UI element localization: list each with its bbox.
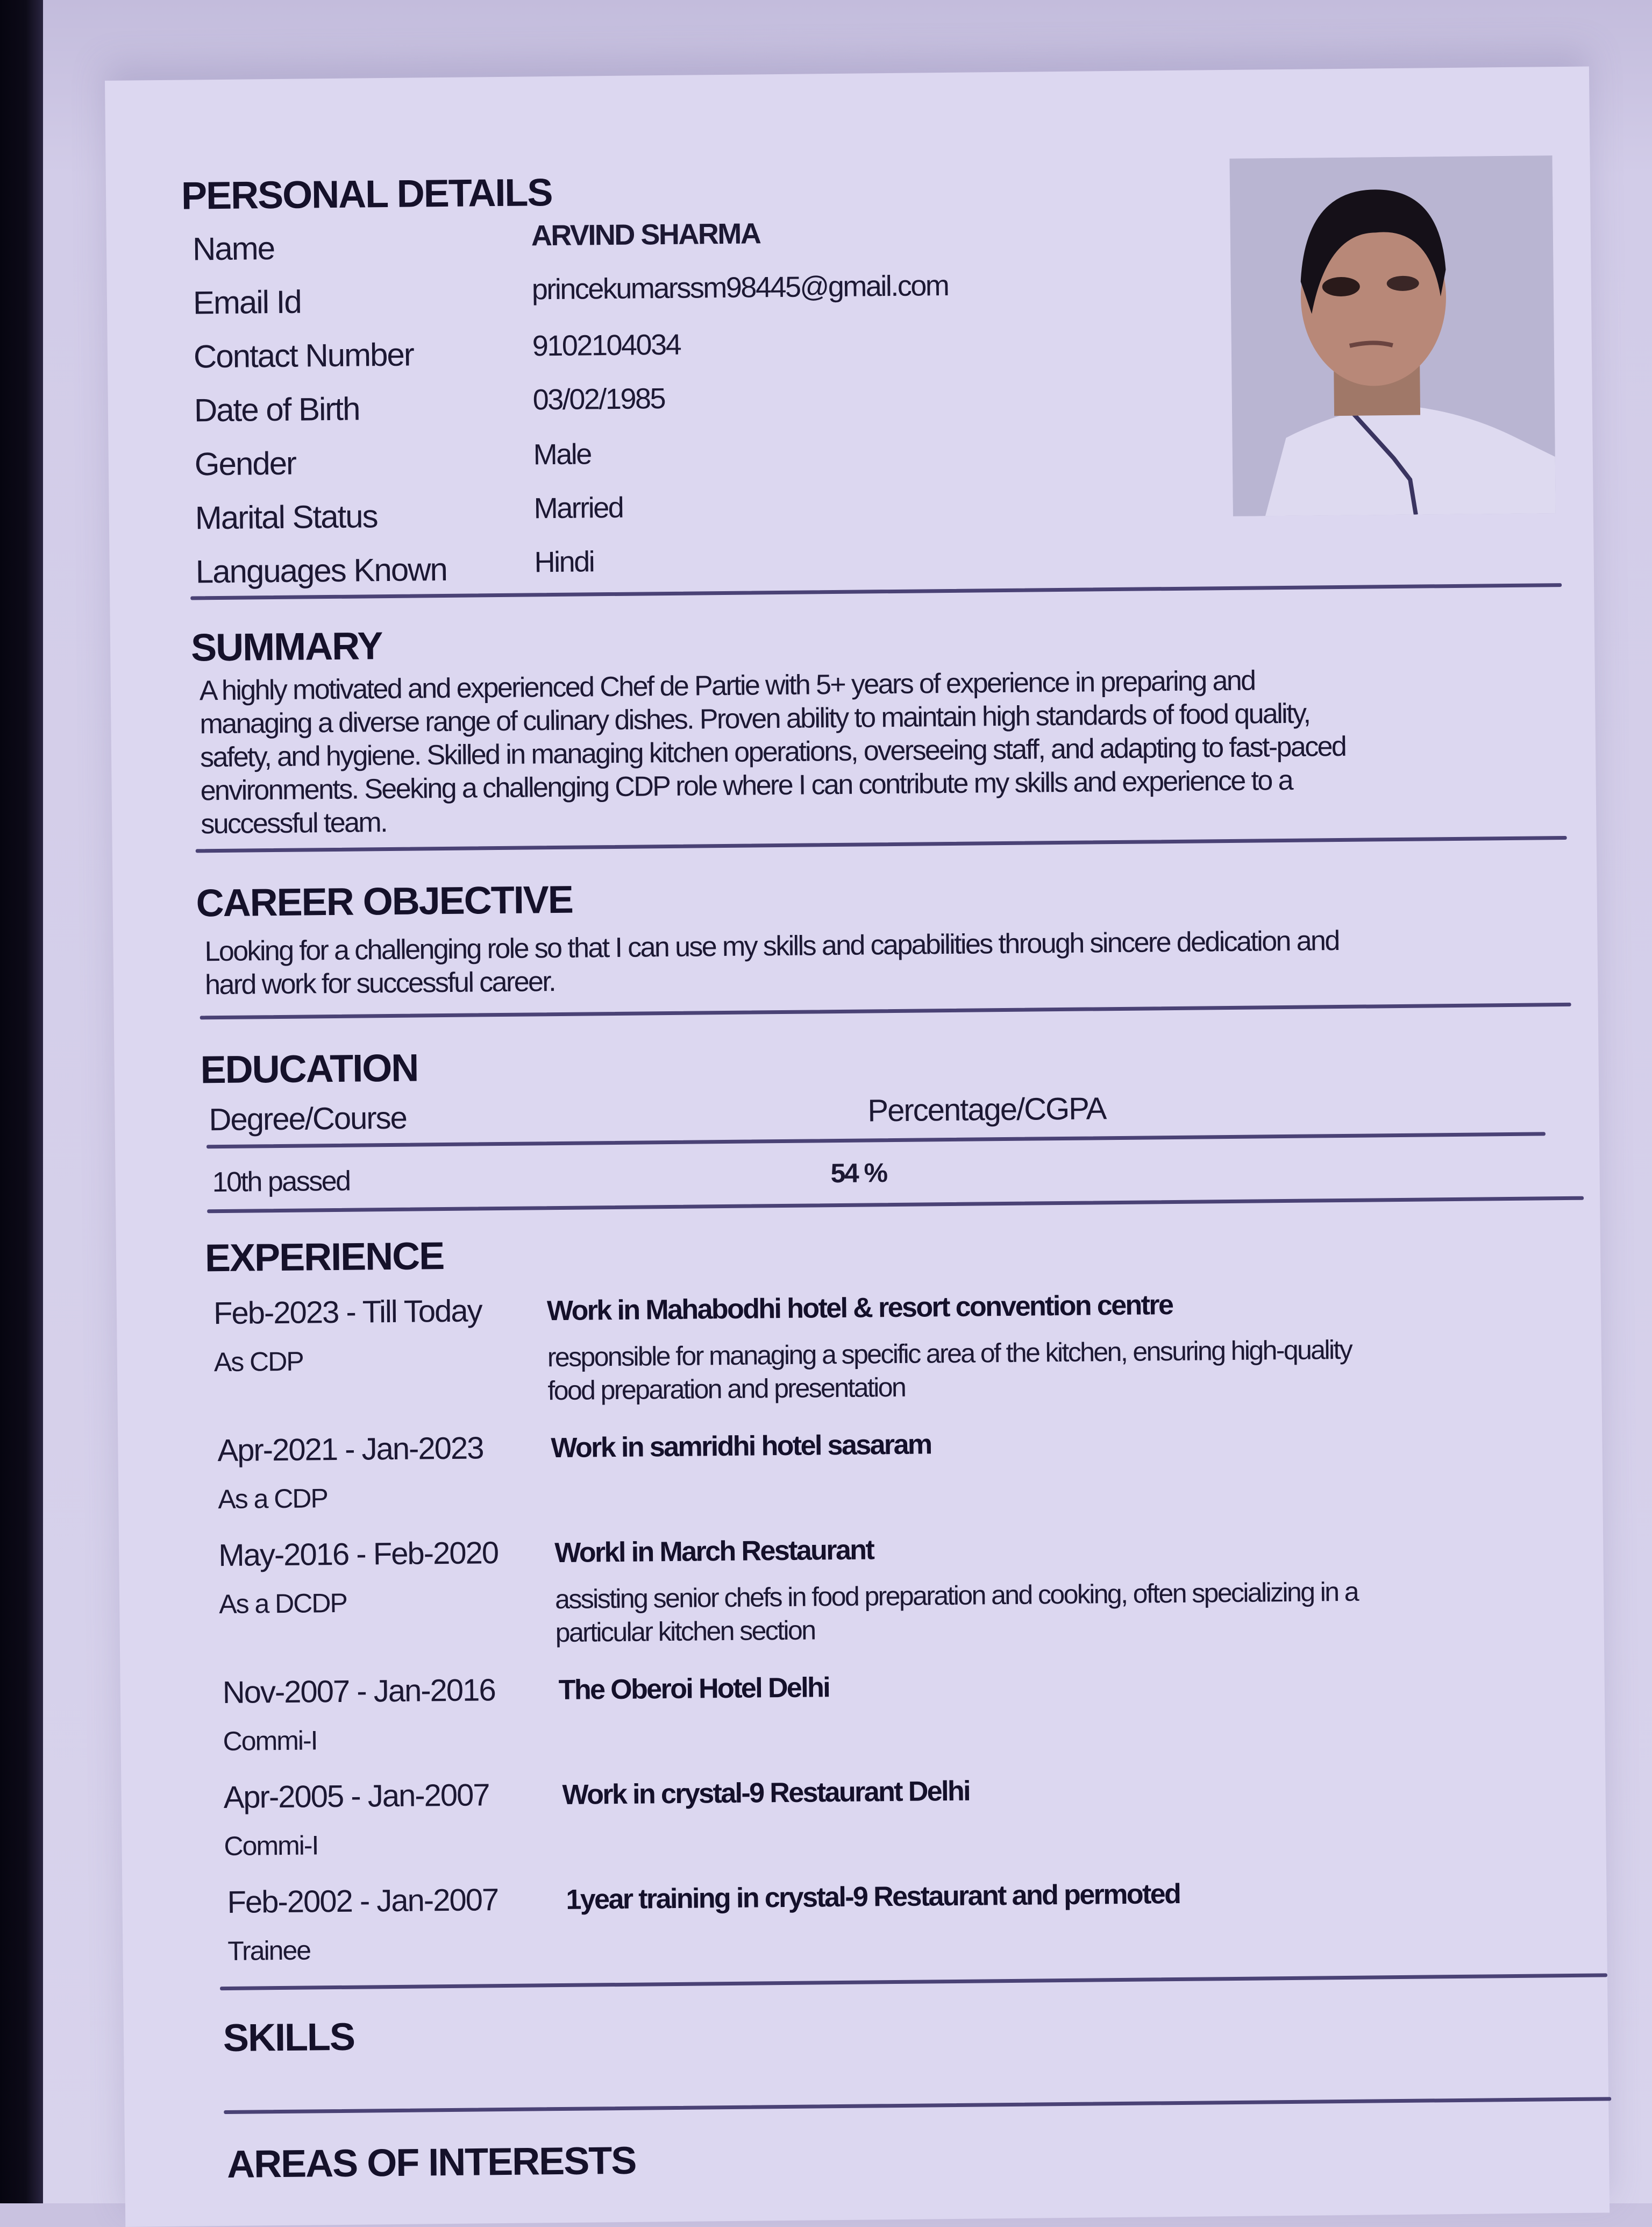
- education-row-degree: 10th passed: [212, 1165, 350, 1198]
- divider: [224, 2097, 1611, 2114]
- chef-portrait-icon: [1229, 155, 1555, 516]
- experience-heading: EXPERIENCE: [204, 1235, 444, 1280]
- skills-heading: SKILLS: [223, 2015, 355, 2060]
- field-label-dob: Date of Birth: [194, 391, 360, 429]
- experience-role: Commi-I: [224, 1830, 318, 1862]
- experience-title: Work in samridhi hotel sasaram: [551, 1429, 931, 1464]
- experience-role: As a CDP: [218, 1483, 328, 1515]
- experience-dates: Apr-2005 - Jan-2007: [223, 1777, 489, 1815]
- experience-dates: Nov-2007 - Jan-2016: [222, 1672, 495, 1711]
- field-label-marital: Marital Status: [195, 498, 378, 536]
- summary-line: safety, and hygiene. Skilled in managing kitchen operations, overseeing staff, and adapting to fast-paced: [200, 730, 1346, 774]
- experience-desc-line: food preparation and presentation: [547, 1372, 906, 1406]
- experience-title: Workl in March Restaurant: [554, 1534, 874, 1569]
- education-row-percentage: 54 %: [830, 1158, 887, 1189]
- education-header-divider: [206, 1132, 1546, 1148]
- summary-heading: SUMMARY: [190, 625, 382, 670]
- field-label-name: Name: [192, 230, 275, 267]
- education-col-degree: Degree/Course: [209, 1100, 407, 1138]
- experience-desc: [547, 1333, 1352, 1407]
- field-label-gender: Gender: [194, 445, 296, 483]
- experience-title: Work in Mahabodhi hotel & resort convention centre: [546, 1289, 1173, 1327]
- field-label-email: Email Id: [193, 283, 302, 321]
- areas-of-interest-heading: AREAS OF INTERESTS: [226, 2139, 636, 2186]
- field-value-name: ARVIND SHARMA: [531, 217, 760, 252]
- device-bezel: [0, 0, 43, 2203]
- objective-line: Looking for a challenging role so that I can use my skills and capabilities through sincere dedication and: [204, 925, 1339, 968]
- experience-desc-line: assisting senior chefs in food preparation and cooking, often specializing in a: [554, 1576, 1358, 1615]
- experience-dates: Apr-2021 - Jan-2023: [217, 1430, 483, 1469]
- field-label-languages: Languages Known: [195, 551, 447, 590]
- field-value-languages: Hindi: [534, 545, 594, 579]
- summary-line: successful team.: [200, 807, 387, 840]
- objective-line: hard work for successful career.: [204, 966, 556, 1001]
- divider: [200, 1003, 1571, 1019]
- education-col-percentage: Percentage/CGPA: [867, 1091, 1106, 1129]
- career-objective-text: [204, 924, 1339, 1002]
- career-objective-heading: CAREER OBJECTIVE: [196, 878, 573, 925]
- field-value-dob: 03/02/1985: [532, 382, 665, 416]
- summary-line: managing a diverse range of culinary dishes. Proven ability to maintain high standards of food quality,: [200, 698, 1310, 740]
- field-value-email: princekumarssm98445@gmail.com: [531, 269, 949, 306]
- divider: [220, 1973, 1607, 1990]
- experience-role: As CDP: [213, 1346, 303, 1378]
- field-value-marital: Married: [533, 491, 623, 525]
- experience-dates: Feb-2023 - Till Today: [213, 1293, 482, 1331]
- experience-title: Work in crystal-9 Restaurant Delhi: [562, 1775, 970, 1811]
- experience-role: Commi-I: [223, 1725, 317, 1757]
- experience-role: As a DCDP: [218, 1587, 347, 1620]
- profile-photo: [1229, 155, 1555, 516]
- summary-text: [200, 663, 1347, 841]
- experience-role: Trainee: [227, 1935, 311, 1966]
- resume-page: [105, 67, 1610, 2227]
- experience-title: The Oberoi Hotel Delhi: [558, 1672, 830, 1706]
- experience-desc-line: responsible for managing a specific area of the kitchen, ensuring high-quality: [547, 1334, 1352, 1373]
- summary-line: environments. Seeking a challenging CDP role where I can contribute my skills and experience to a: [200, 764, 1293, 807]
- divider: [207, 1196, 1584, 1214]
- experience-title: 1year training in crystal-9 Restaurant and permoted: [566, 1878, 1180, 1916]
- personal-details-heading: PERSONAL DETAILS: [181, 171, 552, 218]
- field-label-contact: Contact Number: [193, 336, 414, 375]
- field-value-contact: 9102104034: [532, 328, 681, 363]
- experience-dates: Feb-2002 - Jan-2007: [227, 1882, 499, 1920]
- experience-desc: [555, 1575, 1358, 1649]
- field-value-gender: Male: [533, 438, 592, 471]
- experience-desc-line: particular kitchen section: [555, 1615, 815, 1648]
- education-heading: EDUCATION: [200, 1046, 418, 1092]
- experience-dates: May-2016 - Feb-2020: [218, 1535, 499, 1573]
- summary-line: A highly motivated and experienced Chef de Partie with 5+ years of experience in preparing and: [199, 665, 1255, 707]
